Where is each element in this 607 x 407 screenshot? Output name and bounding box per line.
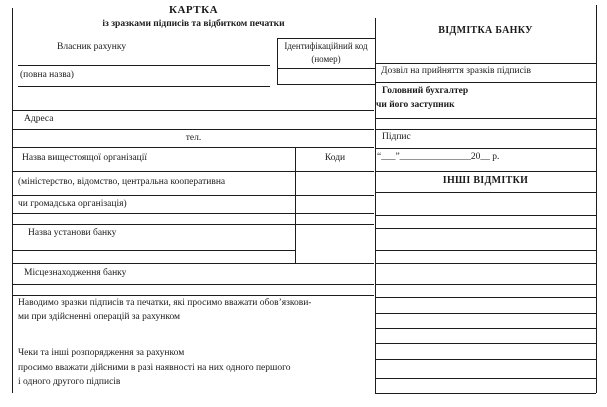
permission-label: Дозвіл на прийняття зразків підписів xyxy=(381,66,531,76)
rule-line xyxy=(375,171,596,172)
rule-line xyxy=(12,284,374,285)
other-marks-row-line xyxy=(375,250,596,251)
page-title: КАРТКА xyxy=(168,4,219,16)
owner-underline xyxy=(18,86,270,87)
other-marks-row-line xyxy=(375,393,596,394)
other-marks-row-line xyxy=(375,378,596,379)
parent-org-hint-line2: чи громадська організація) xyxy=(18,199,127,209)
full-name-hint: (повна назва) xyxy=(20,70,74,80)
bank-section-divider xyxy=(375,18,376,393)
rule-line xyxy=(12,129,374,130)
other-marks-row-line xyxy=(375,215,596,216)
rule-line xyxy=(12,224,374,225)
other-marks-row-line xyxy=(375,328,596,329)
phone-label: тел. xyxy=(185,133,202,143)
cheques-statement-line1: Чеки та інші розпорядження за рахунком xyxy=(18,348,185,358)
rule-line xyxy=(12,213,374,214)
id-code-label: Ідентифікаційний код (номер) xyxy=(284,41,368,64)
form-left-border xyxy=(12,8,13,393)
address-label: Адреса xyxy=(24,114,54,124)
other-marks-row-line xyxy=(375,313,596,314)
signatures-statement-line2: ми при здійсненні операцій за рахунком xyxy=(18,312,181,322)
bank-name-label: Назва установи банку xyxy=(28,228,117,238)
bank-location-label: Місцезнаходження банку xyxy=(24,268,127,278)
rule-line xyxy=(12,171,374,172)
other-marks-row-line xyxy=(375,284,596,285)
codes-label: Коди xyxy=(324,153,346,163)
rule-line xyxy=(375,192,596,193)
signature-label: Підпис xyxy=(382,132,411,142)
rule-line xyxy=(12,147,374,148)
id-code-box-border xyxy=(277,38,278,84)
id-code-box-divider xyxy=(277,68,375,69)
other-marks-header: ІНШІ ВІДМІТКИ xyxy=(442,175,529,186)
page-subtitle: із зразками підписів та відбитком печатки xyxy=(102,19,285,29)
cheques-statement-line3: і одного другого підписів xyxy=(18,377,121,387)
rule-line xyxy=(375,118,596,119)
approver-title-line1: Головний бухгалтер xyxy=(382,86,469,96)
codes-column-divider xyxy=(295,147,296,263)
signatures-statement-line1: Наводимо зразки підписів та печатки, які просимо вважати обов’язкови- xyxy=(18,298,312,308)
rule-line xyxy=(12,110,374,111)
owner-label: Власник рахунку xyxy=(57,42,127,52)
parent-org-hint-line1: (міністерство, відомство, центральна кооперативна xyxy=(18,177,226,187)
cheques-statement-line2: просимо вважати дійсними в разі наявності на них одного першого xyxy=(18,363,291,373)
other-marks-row-line xyxy=(375,343,596,344)
owner-underline xyxy=(18,65,270,66)
bank-marks-header: ВІДМІТКА БАНКУ xyxy=(438,25,533,36)
rule-line xyxy=(12,250,296,251)
rule-line xyxy=(12,295,374,296)
rule-line xyxy=(12,195,374,196)
rule-line xyxy=(375,129,596,130)
rule-line xyxy=(375,82,596,83)
date-line: “___”_______________20__ р. xyxy=(377,152,500,162)
id-code-box-bottom xyxy=(277,84,375,85)
approver-title-line2: чи його заступник xyxy=(376,100,455,110)
parent-org-label: Назва вищестоящої організації xyxy=(22,153,148,163)
id-code-box-top xyxy=(277,38,375,39)
rule-line xyxy=(12,263,374,264)
other-marks-row-line xyxy=(375,359,596,360)
rule-line xyxy=(375,63,596,64)
other-marks-row-line xyxy=(375,263,596,264)
form-right-border xyxy=(596,5,597,393)
other-marks-row-line xyxy=(375,228,596,229)
rule-line xyxy=(375,148,596,149)
other-marks-row-line xyxy=(375,297,596,298)
